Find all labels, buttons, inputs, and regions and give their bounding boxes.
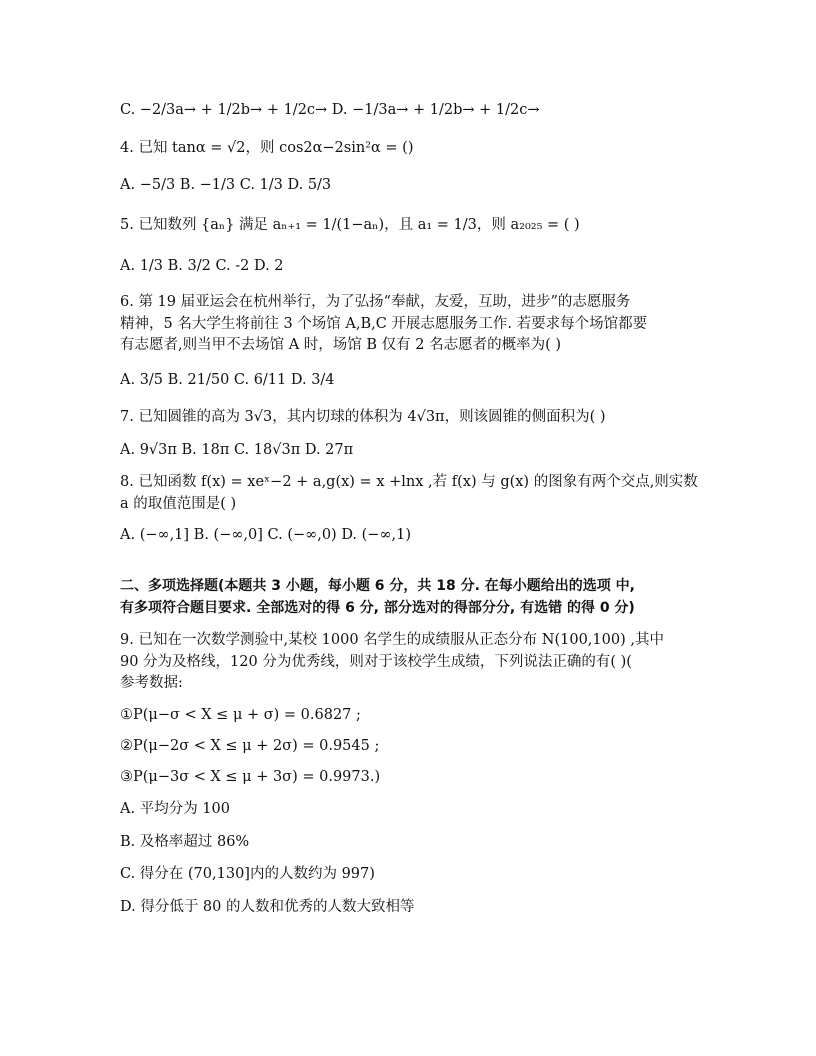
q4-options: A. −5/3 B. −1/3 C. 1/3 D. 5/3	[120, 177, 332, 193]
q8-options: A. (−∞,1] B. (−∞,0] C. (−∞,0) D. (−∞,1)	[120, 527, 412, 543]
q9-stem-line2: 90 分为及格线，120 分为优秀线，则对于该校学生成绩，下列说法正确的有( )(	[120, 654, 632, 670]
q7-options: A. 9√3π B. 18π C. 18√3π D. 27π	[120, 442, 354, 458]
q6-stem-line2: 精神，5 名大学生将前往 3 个场馆 A,B,C 开展志愿服务工作. 若要求每个场馆都要	[120, 316, 648, 332]
q8-stem-line2: a 的取值范围是( )	[120, 496, 237, 512]
q9-reference-label: 参考数据:	[120, 675, 183, 691]
q6-options: A. 3/5 B. 21/50 C. 6/11 D. 3/4	[120, 372, 335, 388]
q5-stem: 5. 已知数列 {aₙ} 满足 aₙ₊₁ = 1/(1−aₙ)，且 a₁ = 1/3，则 a₂₀₂₅ = ( )	[120, 217, 580, 233]
q3-options-cd: C. −2/3a→ + 1/2b→ + 1/2c→ D. −1/3a→ + 1/2b→ + 1/2c→	[120, 102, 540, 118]
q9-stem-line1: 9. 已知在一次数学测验中,某校 1000 名学生的成绩服从正态分布 N(100,100) ,其中	[120, 632, 664, 648]
section2-heading-line2: 有多项符合题目要求. 全部选对的得 6 分, 部分选对的得部分分, 有选错 的得 0 分)	[120, 600, 635, 616]
q6-stem-line3: 有志愿者,则当甲不去场馆 A 时，场馆 B 仅有 2 名志愿者的概率为( )	[120, 337, 562, 353]
q9-reference-1: ①P(μ−σ < X ≤ μ + σ) = 0.6827 ;	[120, 707, 361, 723]
q9-option-b: B. 及格率超过 86%	[120, 834, 250, 850]
section2-heading-line1: 二、多项选择题(本题共 3 小题，每小题 6 分，共 18 分. 在每小题给出的选项 中,	[120, 578, 635, 594]
q4-stem: 4. 已知 tanα = √2，则 cos2α−2sin²α = ()	[120, 140, 414, 156]
q5-options: A. 1/3 B. 3/2 C. -2 D. 2	[120, 258, 284, 274]
q9-option-a: A. 平均分为 100	[120, 801, 230, 817]
q9-option-c: C. 得分在 (70,130]内的人数约为 997)	[120, 866, 375, 882]
q9-reference-2: ②P(μ−2σ < X ≤ μ + 2σ) = 0.9545 ;	[120, 738, 380, 754]
q9-option-d: D. 得分低于 80 的人数和优秀的人数大致相等	[120, 899, 415, 915]
q7-stem: 7. 已知圆锥的高为 3√3，其内切球的体积为 4√3π，则该圆锥的侧面积为( )	[120, 409, 606, 425]
q6-stem-line1: 6. 第 19 届亚运会在杭州举行，为了弘扬“奉献，友爱，互助，进步”的志愿服务	[120, 294, 631, 310]
q9-reference-3: ③P(μ−3σ < X ≤ μ + 3σ) = 0.9973.)	[120, 769, 381, 785]
q8-stem-line1: 8. 已知函数 f(x) = xeˣ−2 + a,g(x) = x +lnx ,若 f(x) 与 g(x) 的图象有两个交点,则实数	[120, 474, 698, 490]
